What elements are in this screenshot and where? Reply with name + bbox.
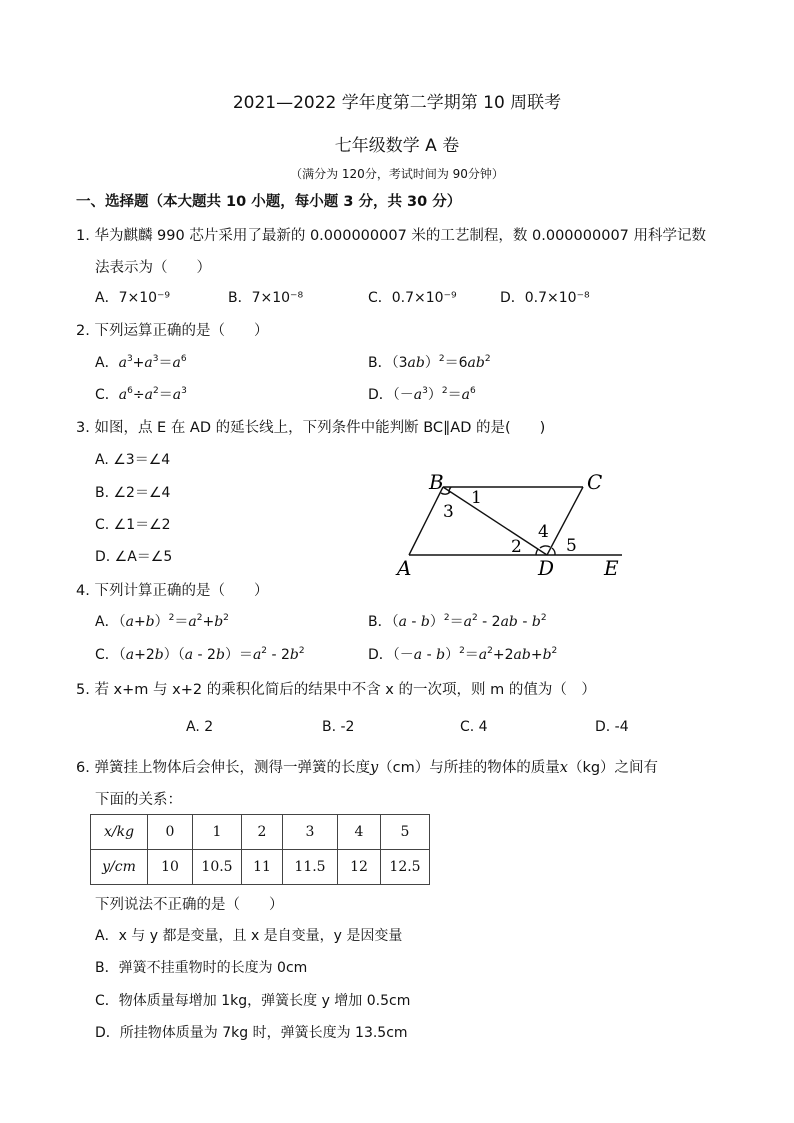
- table-row: [91, 815, 430, 850]
- q2-option-c: C．$a^6\div a^2=a^3$: [95, 386, 187, 403]
- label-C: C: [587, 470, 603, 494]
- table-cell: 12.5: [381, 850, 430, 885]
- table-cell: 10.5: [193, 850, 242, 885]
- label-angle-2: 2: [511, 537, 522, 557]
- label-A: A: [397, 556, 412, 580]
- label-E: E: [604, 556, 619, 580]
- q5-option-c: C. 4: [460, 719, 488, 735]
- q6-question: 下列说法不正确的是（ ）: [95, 897, 284, 913]
- table-cell: 10: [148, 850, 193, 885]
- q2-option-d: D．$(-a^3)^2=a^6$: [368, 386, 476, 403]
- q5-option-d: D. -4: [595, 719, 629, 735]
- q3-figure: [395, 462, 635, 582]
- table-row-header: y/cm: [91, 850, 148, 885]
- q3-option-d: D. ∠A＝∠5: [95, 549, 173, 565]
- q1-option-a: A．7×10⁻⁹: [95, 290, 171, 306]
- q1-option-d: D．0.7×10⁻⁸: [500, 290, 590, 306]
- q4-option-a: A．$(a+b)^2=a^2+b^2$: [95, 613, 229, 630]
- exam-note: （满分为 120分，考试时间为 90分钟）: [290, 167, 504, 181]
- table-cell: 3: [283, 815, 338, 850]
- q1-stem-line1: 1. 华为麒麟 990 芯片采用了最新的 0.000000007 米的工艺制程，数 0.000000007 用科学记数: [76, 228, 706, 244]
- label-angle-5: 5: [566, 536, 577, 556]
- label-D: D: [538, 556, 555, 580]
- q6-option-b: B．弹簧不挂重物时的长度为 0cm: [95, 960, 308, 976]
- table-cell: 11: [242, 850, 283, 885]
- section-heading: 一、选择题（本大题共 10 小题，每小题 3 分，共 30 分）: [76, 194, 462, 210]
- q5-stem: 5. 若 x+m 与 x+2 的乘积化简后的结果中不含 x 的一次项，则 m 的值为（ ）: [76, 682, 596, 698]
- q1-option-c: C．0.7×10⁻⁹: [368, 290, 457, 306]
- q1-stem-line2: 法表示为（ ）: [95, 260, 211, 276]
- q6-option-a: A．x 与 y 都是变量，且 x 是自变量，y 是因变量: [95, 928, 403, 944]
- q4-stem: 4. 下列计算正确的是（ ）: [76, 583, 269, 599]
- q4-option-b: B．$(a - b)^2=a^2 - 2ab - b^2$: [368, 613, 547, 630]
- exam-subtitle: 七年级数学 A 卷: [334, 136, 460, 156]
- table-row: [91, 850, 430, 885]
- q1-option-b: B．7×10⁻⁸: [228, 290, 304, 306]
- label-angle-4: 4: [538, 522, 549, 542]
- table-row-header: x/kg: [91, 815, 148, 850]
- q6-option-c: C．物体质量每增加 1kg，弹簧长度 y 增加 0.5cm: [95, 993, 411, 1009]
- q6-stem-line1: 6. 弹簧挂上物体后会伸长，测得一弹簧的长度y（cm）与所挂的物体的质量x（kg）之间有: [76, 760, 659, 776]
- label-B: B: [429, 470, 444, 494]
- q4-option-c: C．$(a+2b)(a - 2b)=a^2 - 2b^2$: [95, 646, 305, 663]
- exam-title: 2021—2022 学年度第二学期第 10 周联考: [232, 93, 562, 113]
- q3-option-a: A. ∠3＝∠4: [95, 452, 171, 468]
- table-cell: 4: [338, 815, 381, 850]
- table-cell: 11.5: [283, 850, 338, 885]
- q2-option-b: B．$(3ab)^2=6ab^2$: [368, 354, 491, 371]
- table-cell: 0: [148, 815, 193, 850]
- table-cell: 1: [193, 815, 242, 850]
- q6-data-table: [90, 814, 430, 885]
- table-cell: 5: [381, 815, 430, 850]
- q4-option-d: D．$(-a - b)^2=a^2+2ab+b^2$: [368, 646, 558, 663]
- q6-option-d: D．所挂物体质量为 7kg 时，弹簧长度为 13.5cm: [95, 1025, 408, 1041]
- q5-option-b: B. -2: [322, 719, 355, 735]
- label-angle-3: 3: [443, 502, 454, 522]
- q5-option-a: A. 2: [186, 719, 214, 735]
- q3-option-c: C. ∠1＝∠2: [95, 517, 171, 533]
- table-cell: 2: [242, 815, 283, 850]
- q3-stem: 3. 如图，点 E 在 AD 的延长线上，下列条件中能判断 BC∥AD 的是( ): [76, 420, 546, 436]
- q2-option-a: A．$a^3+a^3=a^6$: [95, 354, 187, 371]
- q2-stem: 2. 下列运算正确的是（ ）: [76, 323, 269, 339]
- q6-stem-line2: 下面的关系：: [95, 792, 182, 808]
- label-angle-1: 1: [471, 488, 482, 508]
- q3-option-b: B. ∠2＝∠4: [95, 485, 171, 501]
- table-cell: 12: [338, 850, 381, 885]
